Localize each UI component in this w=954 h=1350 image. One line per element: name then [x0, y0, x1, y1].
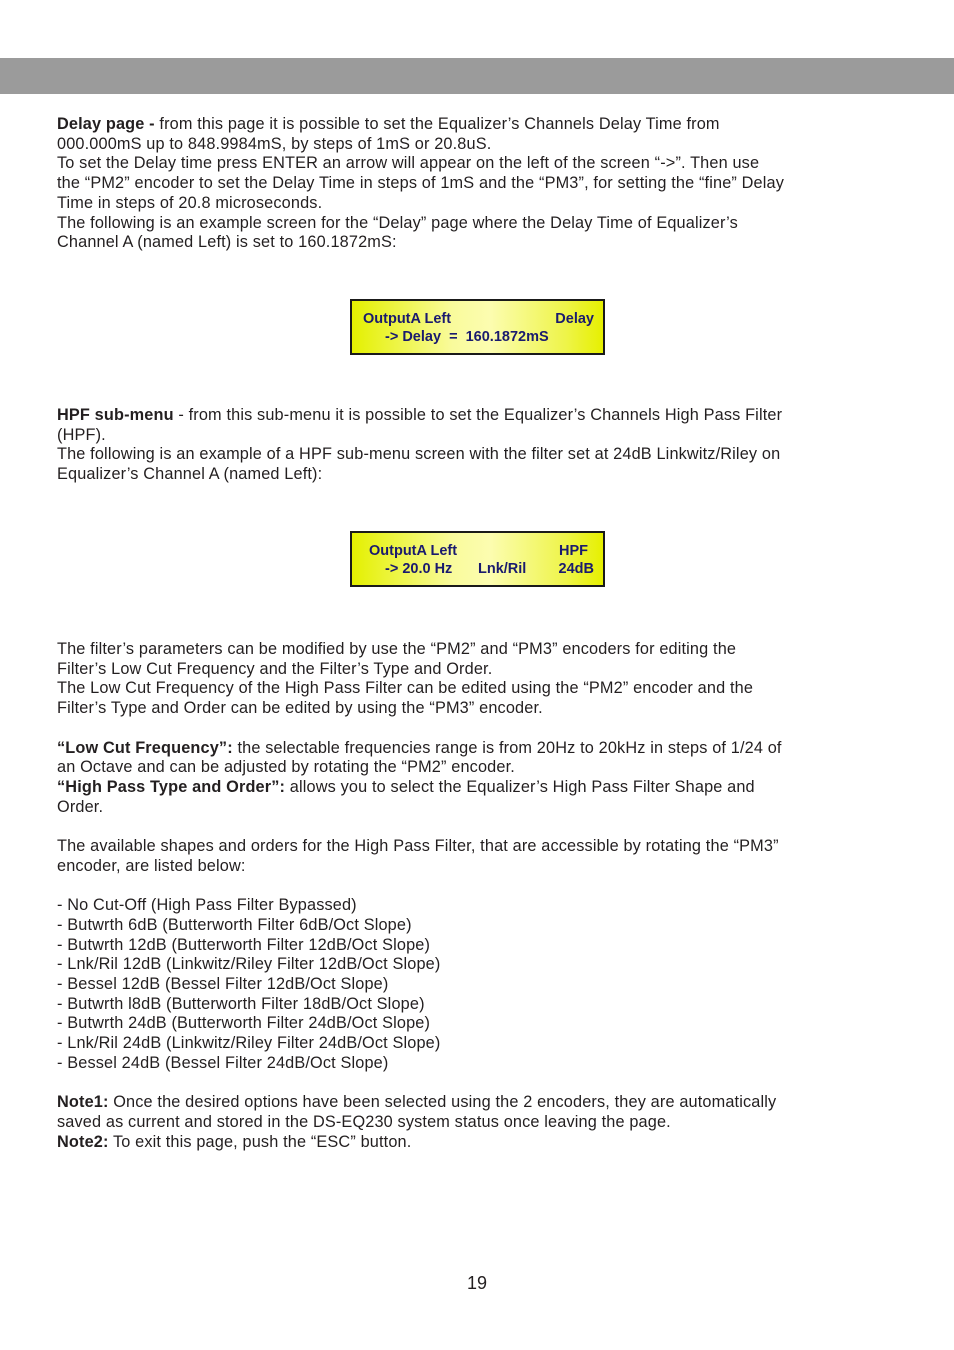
delay-page-heading: Delay page - — [57, 115, 155, 133]
header-bar — [0, 58, 954, 94]
list-item: - Butwrth 24dB (Butterworth Filter 24dB/Oct Slope) — [57, 1014, 431, 1033]
note1-label: Note1: — [57, 1093, 109, 1112]
hpf-submenu-description: HPF sub-menu - from this sub-menu it is possible to set the Equalizer’s Channels High Pass Filter (HPF). The following is an example of a HPF sub-menu screen with the filter set at 24dB Linkwitz/Riley on Equalizer’s Channel A (named Left): — [57, 406, 783, 484]
delay-page-description: Delay page - from this page it is possible to set the Equalizer’s Channels Delay Time from 000.000mS up to 848.9984mS, by steps of 1mS or 20.8uS. To set the Delay time press ENTER an arrow will appear on the left of the screen “->”. Then use the “PM2” encoder to set the Delay Time in steps of 1mS and the “PM3”, for setting the “fine” Delay Time in steps of 20.8 microseconds. The following is an example screen for the “Delay” page where the Delay Time of Equalizer’s Channel A (named Left) is set to 160.1872mS: — [57, 115, 785, 252]
hpf-submenu-heading: HPF sub-menu — [57, 406, 174, 424]
filter-type-list — [57, 896, 893, 1073]
list-item: - Bessel 12dB (Bessel Filter 12dB/Oct Slope) — [57, 974, 389, 993]
lcd-hpf-screen: OutputA Left HPF -> 20.0 Hz Lnk/Ril 24dB — [350, 531, 605, 587]
page-number: 19 — [466, 1273, 488, 1293]
list-item: - Lnk/Ril 24dB (Linkwitz/Riley Filter 24dB/Oct Slope) — [57, 1034, 441, 1053]
low-cut-frequency-heading: “Low Cut Frequency”: — [57, 738, 233, 757]
filter-parameters-description: The filter’s parameters can be modified by use the “PM2” and “PM3” encoders for editing the Filter’s Low Cut Frequency and the Filter’s Type and Order. The Low Cut Frequency of the High Pass Filter can be edited using the “PM2” encoder and the Filter’s Type and Order can be edited by using the “PM3” encoder. “Low Cut Frequency”: the selectable frequencies range is from 20Hz to 20kHz in steps of 1/24 of an Octave and can be adjusted by rotating the “PM2” encoder. “High Pass Type and Order”: allows you to select the Equalizer’s High Pass Filter Shape and Order. The available shapes and orders for the High Pass Filter, that are accessible by rotating the “PM3” encoder, are listed below: - No Cut-Off (High Pass Filter Bypassed) - Butwrth 6dB (Butterworth Filter 6dB/Oct Slope) - Butwrth 12dB (Butterworth Filter 12dB/Oct Slope) - Lnk/Ril 12dB (Linkwitz/Riley Filter 12dB/Oct Slope) - Bessel 12dB (Bessel Filter 12dB/Oct Slope) - Butwrth l8dB (Butterworth Filter 18dB/Oct Slope) - Butwrth 24dB (Butterworth Filter 24dB/Oct Slope) - Lnk/Ril 24dB (Linkwitz/Riley Filter 24dB/Oct Slope) - Bessel 24dB (Bessel Filter 24dB/Oct Slope) Note1: Once the desired options have been selected using the 2 encoders, they are automatically saved as current and stored in the DS-EQ230 system status once leaving the page. Note2: To exit this page, push the “ESC” button. — [57, 640, 893, 1152]
list-item: - No Cut-Off (High Pass Filter Bypassed) — [57, 896, 357, 915]
list-item: - Butwrth l8dB (Butterworth Filter 18dB/Oct Slope) — [57, 994, 425, 1013]
note2-label: Note2: — [57, 1132, 109, 1151]
lcd-delay-screen: OutputA Left Delay -> Delay = 160.1872mS — [350, 299, 605, 355]
list-item: - Lnk/Ril 12dB (Linkwitz/Riley Filter 12dB/Oct Slope) — [57, 955, 441, 974]
list-item: - Butwrth 12dB (Butterworth Filter 12dB/Oct Slope) — [57, 935, 431, 954]
list-item: - Butwrth 6dB (Butterworth Filter 6dB/Oct Slope) — [57, 915, 412, 934]
high-pass-type-heading: “High Pass Type and Order”: — [57, 777, 286, 796]
list-item: - Bessel 24dB (Bessel Filter 24dB/Oct Slope) — [57, 1053, 389, 1072]
